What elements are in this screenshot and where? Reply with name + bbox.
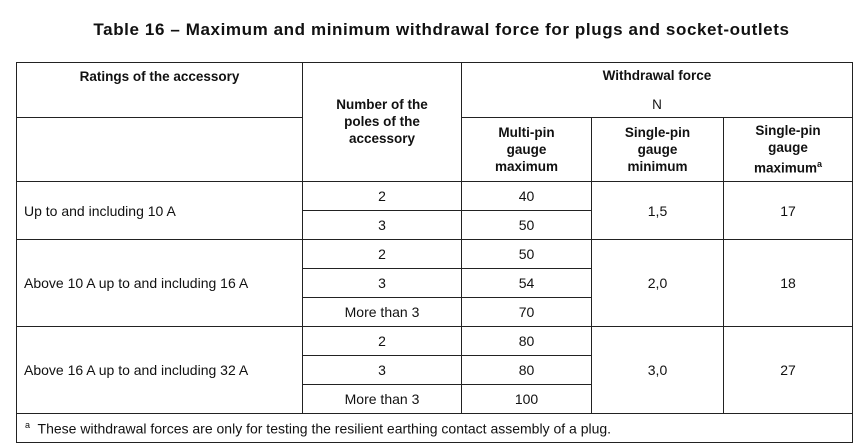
single-pin-max-cell: 18 bbox=[724, 240, 853, 327]
single-pin-min-cell: 2,0 bbox=[592, 240, 724, 327]
multi-pin-cell: 50 bbox=[462, 211, 592, 240]
single-pin-max-cell: 27 bbox=[724, 327, 853, 414]
poles-cell: 2 bbox=[303, 182, 462, 211]
table-row bbox=[17, 327, 853, 356]
poles-cell: 3 bbox=[303, 211, 462, 240]
poles-cell: 3 bbox=[303, 356, 462, 385]
rating-cell: Above 10 A up to and including 16 A bbox=[17, 240, 303, 327]
header-single-pin-max: Single-pin gauge maximum$^a$ bbox=[724, 118, 853, 182]
footnote-marker: a bbox=[817, 159, 823, 170]
multi-pin-cell: 70 bbox=[462, 298, 592, 327]
multi-pin-cell: 80 bbox=[462, 356, 592, 385]
multi-pin-cell: 40 bbox=[462, 182, 592, 211]
footnote-row bbox=[17, 414, 853, 443]
single-pin-min-cell: 1,5 bbox=[592, 182, 724, 240]
footnote-mark: a bbox=[25, 419, 31, 430]
poles-cell: 3 bbox=[303, 269, 462, 298]
withdrawal-force-table bbox=[16, 62, 853, 443]
header-ratings: Ratings of the accessory bbox=[17, 63, 303, 118]
single-pin-max-cell: 17 bbox=[724, 182, 853, 240]
rating-cell: Above 16 A up to and including 32 A bbox=[17, 327, 303, 414]
multi-pin-cell: 54 bbox=[462, 269, 592, 298]
header-withdrawal-force: Withdrawal force bbox=[462, 63, 853, 92]
multi-pin-cell: 50 bbox=[462, 240, 592, 269]
poles-cell: More than 3 bbox=[303, 385, 462, 414]
table-title: Table 16 – Maximum and minimum withdrawal force for plugs and socket-outlets bbox=[93, 20, 790, 39]
poles-cell: More than 3 bbox=[303, 298, 462, 327]
multi-pin-cell: 80 bbox=[462, 327, 592, 356]
header-unit: N bbox=[462, 92, 853, 118]
table-row bbox=[17, 240, 853, 269]
header-single-pin-min: Single-pin gauge minimum bbox=[592, 118, 724, 182]
header-multi-pin-max: Multi-pin gauge maximum bbox=[462, 118, 592, 182]
poles-cell: 2 bbox=[303, 327, 462, 356]
footnote bbox=[17, 414, 853, 443]
poles-cell: 2 bbox=[303, 240, 462, 269]
rating-cell: Up to and including 10 A bbox=[17, 182, 303, 240]
header-number-of-poles: Number of the poles of the accessory bbox=[303, 63, 462, 182]
header-ratings-blank bbox=[17, 118, 303, 182]
footnote-text: These withdrawal forces are only for testing the resilient earthing contact assembly of a plug. bbox=[37, 420, 612, 437]
single-pin-min-cell: 3,0 bbox=[592, 327, 724, 414]
multi-pin-cell: 100 bbox=[462, 385, 592, 414]
table-row bbox=[17, 182, 853, 211]
